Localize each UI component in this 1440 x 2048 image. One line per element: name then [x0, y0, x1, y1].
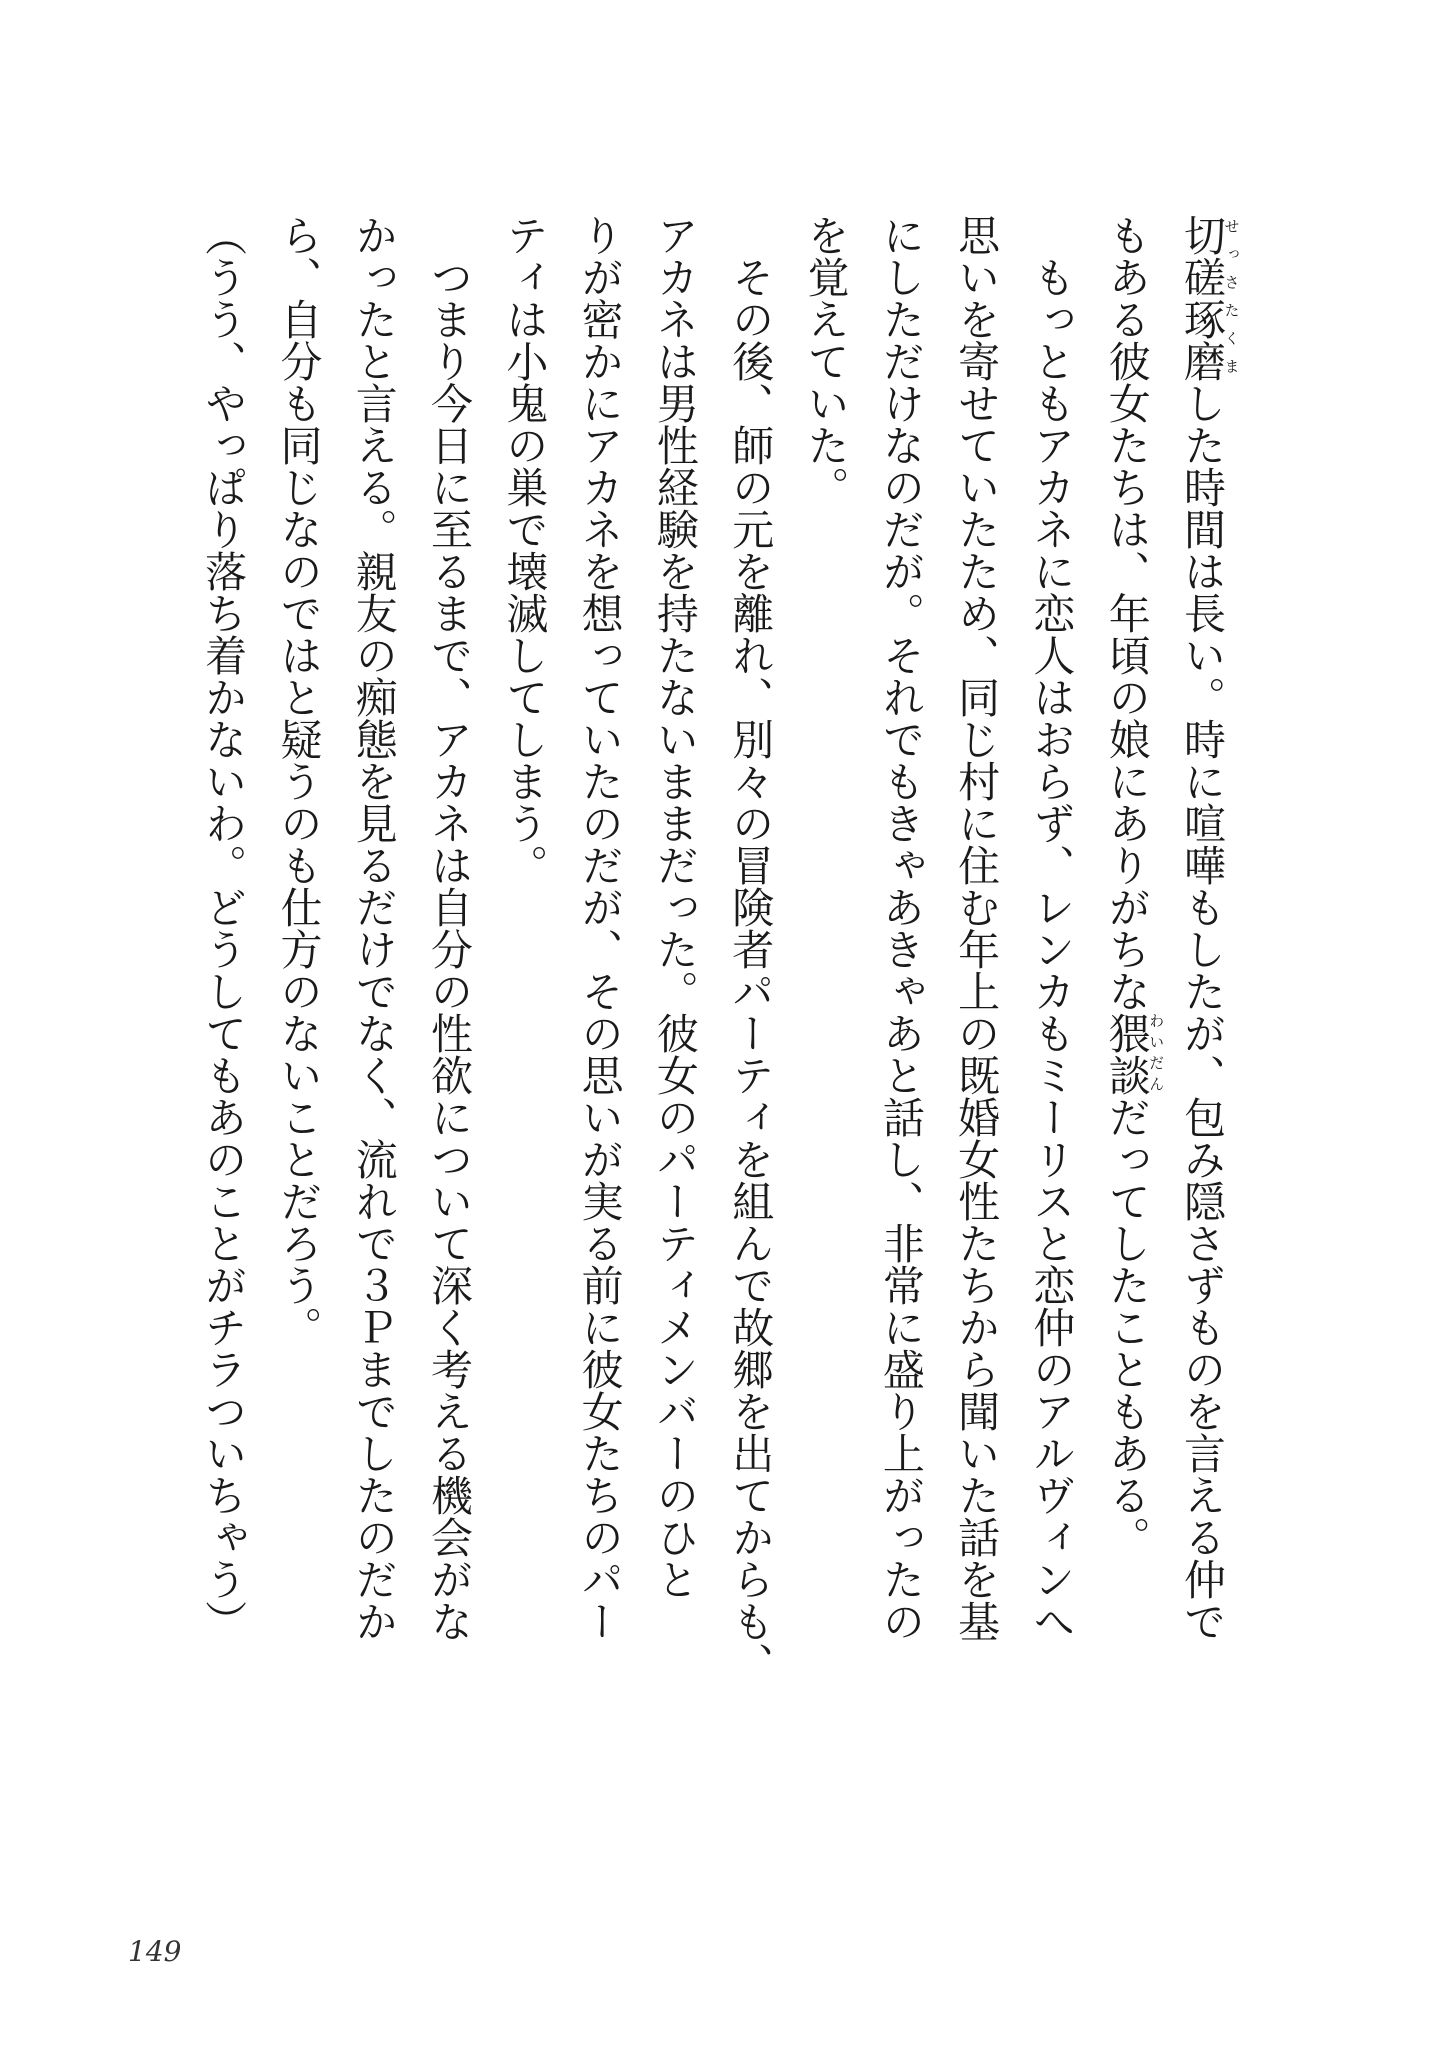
text-segment: アカネは男性経験を持たないままだった。彼女のパーティメンバーのひと: [650, 214, 700, 1600]
furigana: せっさたくま: [1222, 214, 1241, 382]
text-segment: もある彼女たちは、年頃の娘にありがちな: [1102, 214, 1152, 1012]
text-segment: にしただけなのだが。それでもきゃあきゃあと話し、非常に盛り上がったの: [876, 214, 926, 1642]
text-line: [336, 214, 411, 1684]
text-segment: した時間は長い。時に喧嘩もしたが、包み隠さずものを言える仲で: [1178, 382, 1227, 1642]
ruby-word: [1102, 1012, 1166, 1096]
body-text: [186, 214, 1240, 1684]
text-line: [1014, 214, 1089, 1684]
text-line: [261, 214, 336, 1684]
furigana: わいだん: [1147, 1012, 1166, 1096]
text-segment: だってしたこともある。: [1102, 1096, 1152, 1558]
text-line: [412, 214, 487, 1684]
text-segment: りが密かにアカネを想っていたのだが、その思いが実る前に彼女たちのパー: [575, 214, 625, 1642]
text-line: [713, 214, 788, 1684]
ruby-base: 猥談: [1102, 1012, 1152, 1096]
text-segment: 思いを寄せていたため、同じ村に住む年上の既婚女性たちから聞いた話を基: [952, 214, 1002, 1642]
text-line: [864, 214, 939, 1684]
ruby-base: 切磋琢磨: [1178, 214, 1227, 382]
text-segment: かったと言える。親友の痴態を見るだけでなく、流れで３Ｐまでしたのだか: [349, 214, 399, 1642]
text-line: [788, 214, 863, 1684]
text-line: [1165, 214, 1240, 1684]
text-segment: その後、師の元を離れ、別々の冒険者パーティを組んで故郷を出てからも、: [726, 214, 776, 1684]
text-segment: を覚えていた。: [801, 214, 851, 508]
text-segment: つまり今日に至るまで、アカネは自分の性欲について深く考える機会がな: [425, 214, 475, 1642]
text-line: [562, 214, 637, 1684]
text-line: [1089, 214, 1164, 1684]
text-segment: ら、自分も同じなのではと疑うのも仕方のないことだろう。: [274, 214, 324, 1348]
page-number: 149: [128, 1935, 182, 1968]
text-line: [638, 214, 713, 1684]
text-segment: ティは小鬼の巣で壊滅してしまう。: [500, 214, 550, 886]
text-segment: もっともアカネに恋人はおらず、レンカもミーリスと恋仲のアルヴィンへ: [1027, 214, 1077, 1642]
text-segment: （うう、やっぱり落ち着かないわ。どうしてもあのことがチラついちゃう）: [199, 214, 249, 1642]
text-line: [487, 214, 562, 1684]
text-line: [186, 214, 261, 1684]
ruby-word: [1178, 214, 1241, 382]
text-line: [939, 214, 1014, 1684]
